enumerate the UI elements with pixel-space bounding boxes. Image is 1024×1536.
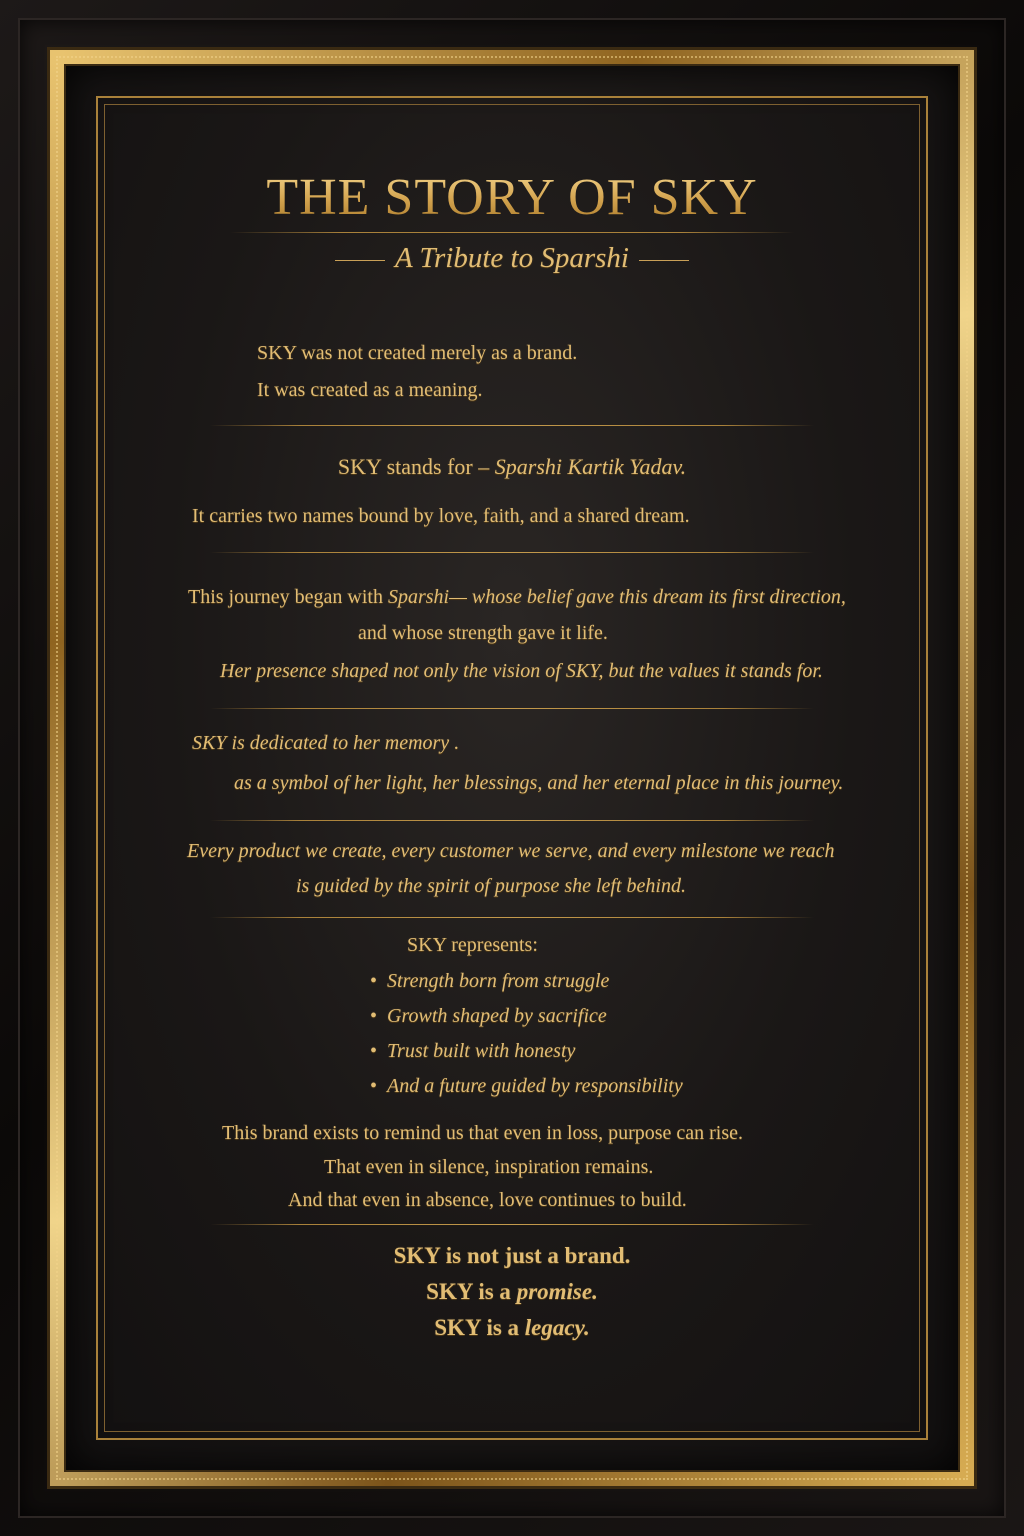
closing-line-2-prefix: SKY is a <box>426 1279 511 1304</box>
journey-line-1 <box>188 586 846 609</box>
purpose-line-1: Every product we create, every customer we serve, and every milestone we reach <box>187 840 835 862</box>
exists-line-3: And that even in absence, love continues to build. <box>288 1189 687 1211</box>
exists-line-1: This brand exists to remind us that even in loss, purpose can rise. <box>222 1122 744 1144</box>
closing-line-3 <box>120 1315 904 1341</box>
plaque-title: THE STORY OF SKY <box>120 168 904 227</box>
subtitle-text: A Tribute to Sparshi <box>395 242 629 274</box>
closing-line-1: SKY is not just a brand. <box>393 1243 631 1268</box>
closing-line-2-word: promise. <box>516 1279 598 1304</box>
intro-line-2: It was created as a meaning. <box>257 379 483 401</box>
represents-item-2: • Growth shaped by sacrifice <box>370 1005 607 1028</box>
title-divider <box>230 232 794 233</box>
closing-line-3-prefix: SKY is a <box>434 1315 520 1340</box>
divider-1 <box>210 425 814 426</box>
purpose-line-2: is guided by the spirit of purpose she left behind. <box>296 875 686 897</box>
divider-6 <box>210 1224 814 1225</box>
dedication-line-1: SKY is dedicated to her memory . <box>192 732 460 754</box>
represents-item-1: • Strength born from struggle <box>370 970 609 993</box>
subtitle-dash-left <box>335 260 385 261</box>
divider-5 <box>210 917 814 918</box>
dedication-line-2: as a symbol of her light, her blessings, and her eternal place in this journey. <box>234 772 844 794</box>
represents-heading: SKY represents: <box>407 934 538 956</box>
journey-rest: — whose belief gave this dream its first direction, <box>449 586 846 608</box>
journey-name: Sparshi <box>387 586 450 608</box>
plaque-subtitle <box>120 242 904 275</box>
stands-for-description: It carries two names bound by love, faith, and a shared dream. <box>192 505 690 527</box>
journey-line-3: Her presence shaped not only the vision of SKY, but the values it stands for. <box>220 660 823 682</box>
exists-line-2: That even in silence, inspiration remains. <box>324 1156 654 1178</box>
represents-item-4: • And a future guided by responsibility <box>370 1075 683 1098</box>
plaque-content <box>120 120 904 1420</box>
stands-for-prefix: SKY stands for – <box>337 454 490 479</box>
journey-prefix: This journey began with <box>188 586 383 608</box>
divider-2 <box>210 552 814 553</box>
journey-line-2: and whose strength gave it life. <box>358 622 608 644</box>
stands-for-name: Sparshi Kartik Yadav. <box>494 454 687 479</box>
closing-line-2 <box>120 1279 904 1305</box>
divider-3 <box>210 708 814 709</box>
divider-4 <box>210 820 814 821</box>
represents-item-3: • Trust built with honesty <box>370 1040 575 1063</box>
closing-line-3-word: legacy. <box>524 1315 590 1340</box>
subtitle-dash-right <box>639 260 689 261</box>
intro-line-1: SKY was not created merely as a brand. <box>257 342 578 364</box>
stands-for-line <box>120 454 904 480</box>
